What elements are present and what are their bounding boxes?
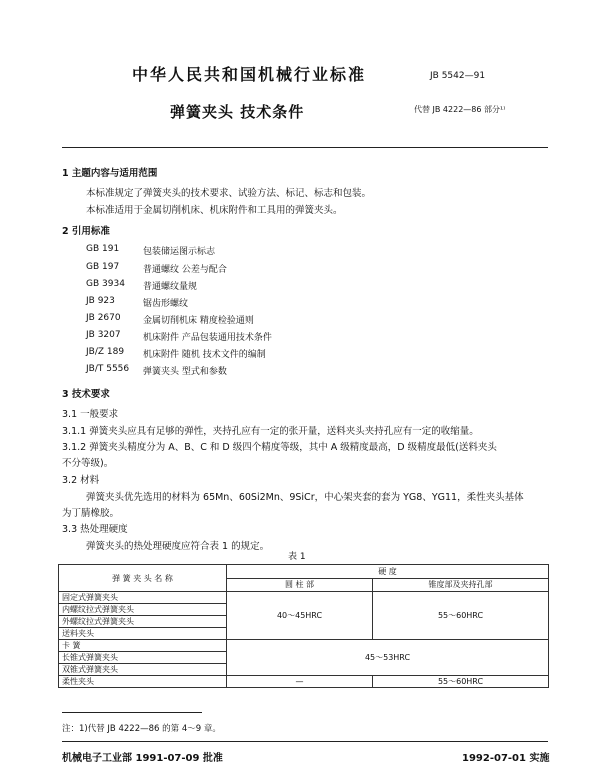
ref-code: JB 3207 [86,330,121,340]
ref-name: 锯齿形螺纹 [143,299,189,309]
section3-2-text-cont: 为丁腈橡胶。 [62,508,120,519]
flex-cyl-hrc: — [227,676,373,688]
document-title: 弹簧夹头 技术条件 [170,103,305,121]
replaces-note: 代替 JB 4222—86 部分¹⁾ [414,105,506,114]
row-name: 固定式弹簧夹头 [59,592,227,604]
row-name: 内螺纹拉式弹簧夹头 [59,604,227,616]
header-rule [62,147,548,148]
col-cone-header: 锥度部及夹持孔部 [373,578,549,592]
footnote: 注：1)代替 JB 4222—86 的第 4～9 章。 [62,724,221,734]
implementation-date: 1992-07-01 实施 [462,753,550,764]
ref-name: 金属切削机床 精度检验通则 [143,316,254,326]
ref-name: 普通螺纹 公差与配合 [143,265,227,275]
table-title: 表 1 [288,552,306,562]
row-name: 双锥式弹簧夹头 [59,664,227,676]
table-row [59,640,549,652]
row-name: 柔性夹头 [59,676,227,688]
hrc-group2: 45～53HRC [227,640,549,676]
note-rule [62,712,202,713]
row-name: 送料夹头 [59,628,227,640]
ref-name: 弹簧夹头 型式和参数 [143,367,227,377]
row-name: 卡 簧 [59,640,227,652]
section3-3-text: 弹簧夹头的热处理硬度应符合表 1 的规定。 [86,541,270,552]
flex-cone-hrc: 55～60HRC [373,676,549,688]
ref-name: 普通螺纹量规 [143,282,198,292]
ref-name: 机床附件 产品包装通用技术条件 [143,333,272,343]
ref-code: JB/T 5556 [86,364,130,374]
row-name: 外螺纹拉式弹簧夹头 [59,616,227,628]
section3-1-2-text: 3.1.2 弹簧夹头精度分为 A、B、C 和 D 级四个精度等级，其中 A 级精度最高，D 级精度最低(送料夹头 [62,442,497,453]
section3-heading: 3 技术要求 [62,389,110,400]
table-header-row [59,565,549,579]
industry-standard-heading: 中华人民共和国机械行业标准 [132,65,367,84]
hardness-table [58,564,549,688]
section1-p2: 本标准适用于金属切削机床、机床附件和工具用的弹簧夹头。 [86,205,343,216]
ref-name: 包装储运图示标志 [143,247,216,257]
row-name: 长锥式弹簧夹头 [59,652,227,664]
ref-code: GB 197 [86,262,120,272]
hrc-cone-group1: 55～60HRC [373,592,549,640]
ref-code: JB 2670 [86,313,121,323]
col-hardness-header: 硬 度 [227,565,549,579]
ref-code: JB 923 [86,296,115,306]
section3-1-2-text-cont: 不分等级)。 [62,458,114,469]
ref-code: GB 191 [86,244,120,254]
section1-p1: 本标准规定了弹簧夹头的技术要求、试验方法、标记、标志和包装。 [86,188,372,199]
section3-1-1-text: 3.1.1 弹簧夹头应具有足够的弹性，夹持孔应有一定的张开量，送料夹头夹持孔应有一定的收缩量。 [62,426,479,437]
table-row [59,592,549,604]
section3-2-heading: 3.2 材料 [62,475,100,486]
approval-date: 机械电子工业部 1991-07-09 批准 [62,753,223,764]
section1-heading: 1 主题内容与适用范围 [62,168,158,179]
col-name-header: 弹 簧 夹 头 名 称 [59,565,227,592]
section2-heading: 2 引用标准 [62,226,110,237]
ref-code: JB/Z 189 [86,347,125,357]
ref-name: 机床附件 随机 技术文件的编制 [143,350,266,360]
section3-3-heading: 3.3 热处理硬度 [62,524,128,535]
col-cylinder-header: 圆 柱 部 [227,578,373,592]
hrc-cyl-group1: 40～45HRC [227,592,373,640]
footer-rule [62,741,548,742]
ref-code: GB 3934 [86,279,125,289]
section3-1-heading: 3.1 一般要求 [62,409,119,420]
standard-number: JB 5542—91 [430,71,486,81]
section3-2-text: 弹簧夹头优先选用的材料为 65Mn、60Si2Mn、9SiCr，中心架夹套的套为 YG8、YG11，柔性夹头基体 [86,492,524,503]
table-row [59,676,549,688]
